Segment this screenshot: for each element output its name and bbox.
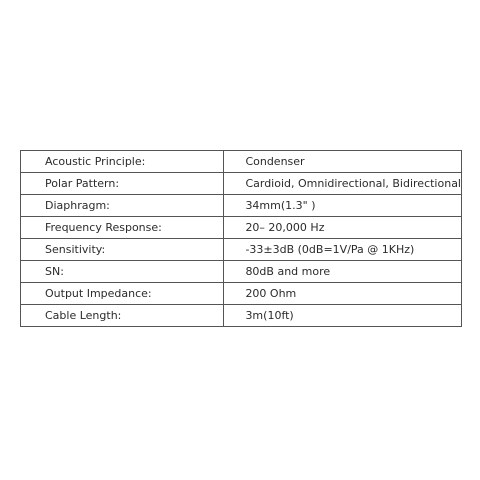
spec-label: Polar Pattern: (21, 173, 224, 195)
spec-value: 200 Ohm (224, 283, 462, 305)
table-row (21, 239, 462, 261)
spec-value: Condenser (224, 151, 462, 173)
spec-value: 34mm(1.3" ) (224, 195, 462, 217)
table-row (21, 305, 462, 327)
spec-label: Acoustic Principle: (21, 151, 224, 173)
table-row (21, 283, 462, 305)
table-row (21, 195, 462, 217)
specifications-table (20, 150, 462, 327)
table-row (21, 261, 462, 283)
spec-label: Frequency Response: (21, 217, 224, 239)
spec-label: Diaphragm: (21, 195, 224, 217)
spec-value: 3m(10ft) (224, 305, 462, 327)
spec-value: 20– 20,000 Hz (224, 217, 462, 239)
spec-value: Cardioid, Omnidirectional, Bidirectional (224, 173, 462, 195)
table-row (21, 217, 462, 239)
spec-label: Output Impedance: (21, 283, 224, 305)
spec-value: -33±3dB (0dB=1V/Pa @ 1KHz) (224, 239, 462, 261)
spec-label: SN: (21, 261, 224, 283)
table-row (21, 173, 462, 195)
spec-label: Sensitivity: (21, 239, 224, 261)
spec-value: 80dB and more (224, 261, 462, 283)
table-row (21, 151, 462, 173)
spec-label: Cable Length: (21, 305, 224, 327)
